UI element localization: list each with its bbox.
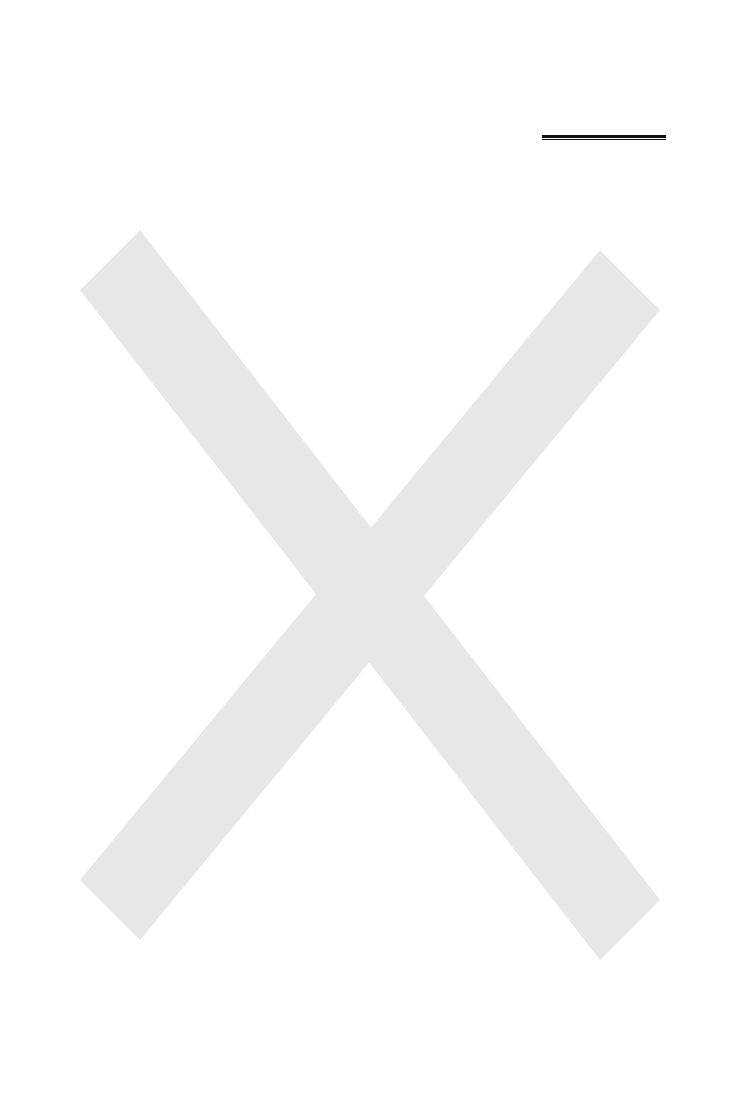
column-headers <box>206 115 666 135</box>
account-ledger <box>206 115 666 170</box>
page-header <box>79 76 539 116</box>
